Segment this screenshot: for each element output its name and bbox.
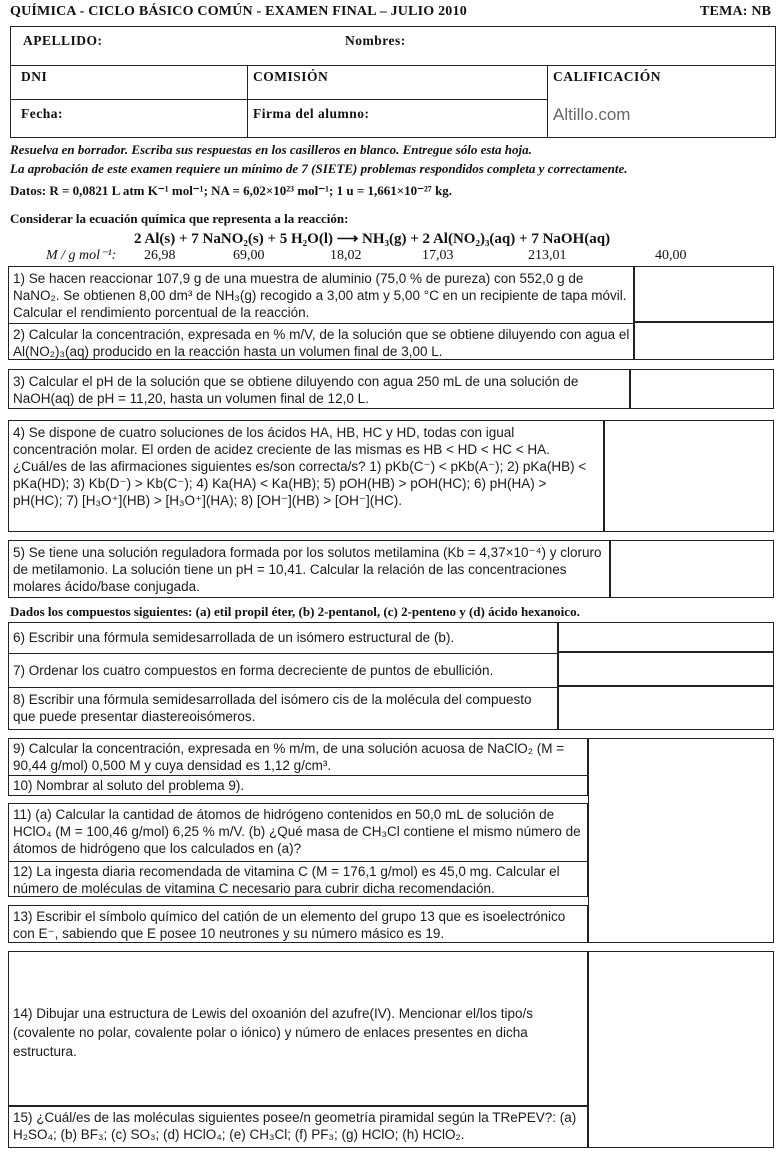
organic-intro: Dados los compuestos siguientes: (a) etil propil éter, (b) 2-pentanol, (c) 2-penteno y (d) ácido hexanoico. [10,604,580,619]
answer-box-1[interactable] [634,266,774,322]
answer-box-8[interactable] [558,686,774,730]
answer-box-9-13[interactable] [588,738,774,943]
instruction-line-1: Resuelva en borrador. Escriba sus respuestas en los casilleros en blanco. Entregue sólo esta hoja. [10,142,532,157]
chemical-equation: 2 Al(s) + 7 NaNO₂(s) + 5 H₂O(l) ⟶ NH₃(g) + 2 Al(NO₂)₃(aq) + 7 NaOH(aq) [134,231,611,247]
question-9-text: 9) Calcular la concentración, expresada en % m/m, de una solución acuosa de NaClO₂ (M = 90,44 g/mol) 0,500 M y cuya densidad es 1,12 g/cm³. [13,741,565,773]
question-11-text: 11) (a) Calcular la cantidad de átomos de hidrógeno contenidos en 50,0 mL de solución de HClO₄ (M = 100,46 g/mol) 6,25 % m/V. (b) ¿Qué masa de CH₃Cl contiene el mismo número de átomos de hidrógeno que los calculados en (a)? [13,807,581,856]
answer-box-6[interactable] [558,622,774,652]
firma-field[interactable]: Firma del alumno: [253,106,370,121]
exam-title: QUÍMICA - CICLO BÁSICO COMÚN - EXAMEN FINAL – JULIO 2010 [10,4,467,19]
answer-box-14-15[interactable] [588,951,774,1148]
answer-box-7[interactable] [558,652,774,686]
answer-box-5[interactable] [610,540,774,598]
question-6-text: 6) Escribir una fórmula semidesarrollada de un isómero estructural de (b). [13,630,455,645]
question-13-text: 13) Escribir el símbolo químico del catión de un elemento del grupo 13 que es isoelectrónico con E⁻, sabiendo que E posee 10 neutrones y su número másico es 19. [13,909,566,941]
question-3-text: 3) Calcular el pH de la solución que se obtiene diluyendo con agua 250 mL de una solución de NaOH(aq) de pH = 11,20, hasta un volumen final de 12,0 L. [13,374,579,406]
question-12-text: 12) La ingesta diaria recomendada de vitamina C (M = 176,1 g/mol) es 45,0 mg. Calcular el número de moléculas de vitamina C necesario para cubrir dicha recomendación. [13,864,560,896]
question-2-text: 2) Calcular la concentración, expresada en % m/V, de la solución que se obtiene diluyendo con agua el Al(NO₂)₃(aq) producido en la reacción hasta un volumen final de 3,00 L. [13,327,630,359]
dni-field[interactable]: DNI [21,69,48,84]
question-15-text: 15) ¿Cuál/es de las moléculas siguientes posee/n geometría piramidal según la TRePEV?: (a) H₂SO₄; (b) BF₃; (c) SO₃; (d) HClO₄; (e) CH₃Cl; (f) PF₃; (g) HClO; (h) HClO₂. [13,1110,577,1142]
molar-mass-nh3: 17,03 [422,248,454,263]
molar-mass-naoh: 40,00 [655,248,687,263]
question-5-text: 5) Se tiene una solución reguladora formada por los solutos metilamina (Kb = 4,37×10⁻⁴) y cloruro de metilamonio. La solución tiene un pH = 10,41. Calcular la relación de las concentraciones molares ácido/base conjugada. [13,545,602,594]
reaction-intro: Considerar la ecuación química que representa a la reacción: [10,211,349,226]
answer-box-2[interactable] [634,322,774,360]
nombres-field[interactable]: Nombres: [345,33,406,48]
question-1-text: 1) Se hacen reaccionar 107,9 g de una muestra de aluminio (75,0 % de pureza) con 552,0 g de NaNO₂. Se obtienen 8,00 dm³ de NH₃(g) recogido a 3,00 atm y 5,00 °C en un recipiente de tapa móvil. Calcular el rendimiento porcentual de la reacción. [13,271,627,320]
fecha-field[interactable]: Fecha: [21,106,63,121]
calificacion-field[interactable]: CALIFICACIÓN [553,69,662,84]
question-14-text: 14) Dibujar una estructura de Lewis del oxoanión del azufre(IV). Mencionar el/los tipo/s (covalente no polar, covalente polar o iónico) y número de enlaces presentes en dicha estructura. [13,1006,534,1059]
student-info-form [10,26,776,138]
comision-field[interactable]: COMISIÓN [253,69,329,84]
molar-mass-nano2: 69,00 [233,248,265,263]
apellido-field[interactable]: APELLIDO: [23,33,103,48]
molar-mass-label: M / g mol⁻¹: [46,248,117,263]
watermark: Altillo.com [553,105,631,124]
molar-mass-h2o: 18,02 [330,248,362,263]
question-8-text: 8) Escribir una fórmula semidesarrollada del isómero cis de la molécula del compuesto que puede presentar diastereoisómeros. [13,692,532,724]
molar-mass-alno2: 213,01 [528,248,567,263]
question-7-text: 7) Ordenar los cuatro compuestos en forma decreciente de puntos de ebullición. [13,663,494,678]
question-4-text: 4) Se dispone de cuatro soluciones de los ácidos HA, HB, HC y HD, todas con igual concentración molar. El orden de acidez creciente de las mismas es HB < HD < HC < HA. ¿Cuál/es de las afirmaciones siguientes es/son correcta/s? 1) pKb(C⁻) < pKb(A⁻); 2) pKa(HB) < pKa(HD); 3) Kb(D⁻) > Kb(C⁻); 4) Ka(HA) < Ka(HB); 5) pOH(HB) > pOH(HC); 6) pH(HA) > pH(HC); 7) [H₃O⁺](HB) > [H₃O⁺](HA); 8) [OH⁻](HB) > [OH⁻](HC). [13,425,587,508]
question-10-text: 10) Nombrar al soluto del problema 9). [13,778,245,793]
molar-mass-al: 26,98 [144,248,176,263]
instruction-line-2: La aprobación de este examen requiere un mínimo de 7 (SIETE) problemas respondidos completa y correctamente. [10,161,628,176]
datos-line: Datos: R = 0,0821 L atm K⁻¹ mol⁻¹; NA = 6,02×10²³ mol⁻¹; 1 u = 1,661×10⁻²⁷ kg. [10,183,453,198]
answer-box-4[interactable] [604,420,774,532]
tema-label: TEMA: NB [700,4,772,19]
answer-box-3[interactable] [630,369,774,409]
